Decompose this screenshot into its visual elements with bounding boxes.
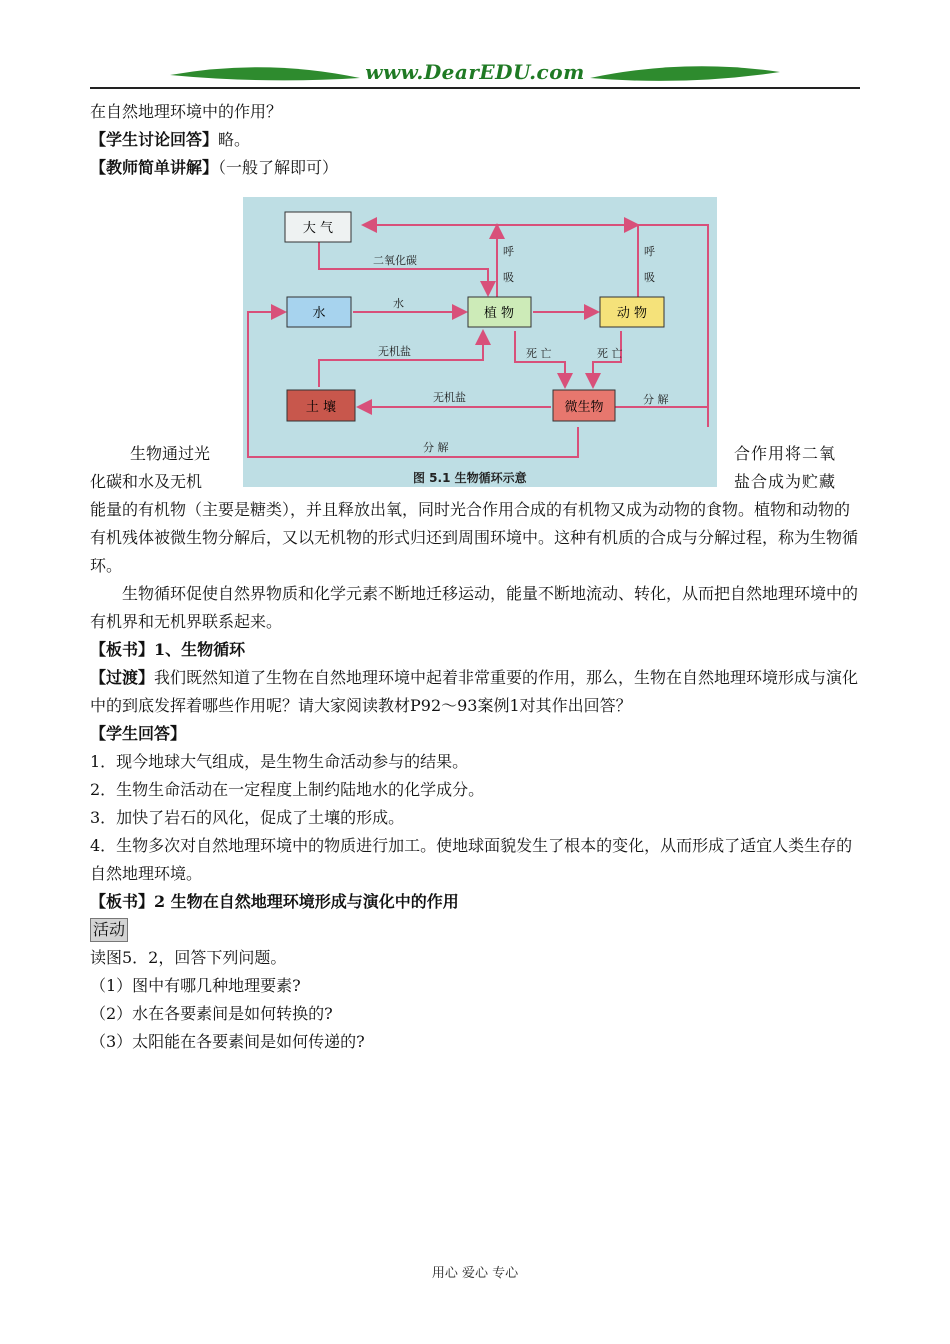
node-animal	[600, 297, 664, 327]
question-2: （2）水在各要素间是如何转换的?	[90, 1004, 333, 1023]
top-text	[90, 98, 860, 182]
student-discuss-label: 【学生讨论回答】	[90, 130, 219, 149]
bio-cycle-figure	[243, 197, 717, 487]
line-3	[90, 154, 860, 182]
line-1: 在自然地理环境中的作用？	[90, 102, 283, 121]
label-inorganic-2: 无机盐	[433, 391, 466, 404]
student-answer-title: 【学生回答】	[90, 724, 187, 743]
svg-text:微生物: 微生物	[564, 400, 604, 415]
teacher-explain-text: （一般了解即可）	[218, 158, 339, 177]
label-breath-2: 吸	[503, 271, 514, 284]
student-discuss-text: 略。	[218, 130, 251, 149]
leaf-decoration-left-icon	[170, 64, 360, 86]
teacher-explain-label: 【教师简单讲解】	[90, 158, 219, 177]
answer-2: 2．生物生命活动在一定程度上制约陆地水的化学成分。	[90, 780, 485, 799]
label-death-1: 死 亡	[526, 347, 552, 360]
paragraph-1: 能量的有机物（主要是糖类），并且释放出氧，同时光合作用合成的有机物又成为动物的食物。植物和动物的有机残体被微生物分解后，又以无机物的形式归还到周围环境中。这种有机质的合成与分解过程，称为生物循环。	[90, 500, 859, 575]
arrow-soil-plant	[319, 331, 483, 387]
label-death-2: 死 亡	[597, 347, 623, 360]
svg-text:植 物: 植 物	[483, 306, 515, 321]
activity-line	[90, 916, 860, 944]
header-rule	[90, 87, 860, 89]
wrap-right-1: 合作用将二氧	[734, 444, 837, 463]
arrow-co2	[319, 242, 488, 295]
svg-text:动 物: 动 物	[616, 306, 648, 321]
main-text	[90, 496, 860, 1056]
label-breath-3: 呼	[644, 245, 655, 258]
page-header	[90, 58, 860, 90]
label-co2: 二氧化碳	[373, 254, 417, 267]
transition-label: 【过渡】	[90, 668, 155, 687]
site-logo: www.DearEDU.com	[365, 60, 585, 84]
svg-text:大 气: 大 气	[302, 221, 334, 236]
label-water-flow: 水	[393, 297, 404, 310]
answer-1: 1．现今地球大气组成，是生物生命活动参与的结果。	[90, 752, 469, 771]
paragraph-2: 生物循环促使自然界物质和化学元素不断地迁移运动，能量不断地流动、转化，从而把自然地理环境中的有机界和无机界联系起来。	[90, 584, 859, 631]
wrap-right-2: 盐合成为贮藏	[734, 472, 837, 491]
line-2	[90, 126, 860, 154]
activity-label: 活动	[90, 918, 128, 942]
arrow-microbe-water	[248, 312, 578, 457]
transition	[90, 664, 860, 720]
wrap-left-1: 生物通过光	[130, 444, 211, 463]
label-decomp-1: 分 解	[643, 393, 669, 406]
node-soil	[287, 390, 355, 421]
label-breath-4: 吸	[644, 271, 655, 284]
svg-text:水: 水	[312, 306, 326, 321]
page-footer: 用心 爱心 专心	[431, 1266, 519, 1281]
node-atmosphere	[285, 212, 351, 242]
bio-cycle-diagram	[243, 197, 717, 487]
question-1: （1）图中有哪几种地理要素?	[90, 976, 301, 995]
read-instruction: 读图5．2，回答下列问题。	[90, 948, 287, 967]
board-note-2: 【板书】2 生物在自然地理环境形成与演化中的作用	[90, 892, 459, 911]
node-microbe	[553, 390, 615, 421]
label-decomp-2: 分 解	[423, 441, 449, 454]
leaf-decoration-right-icon	[590, 64, 780, 86]
label-breath-1: 呼	[503, 245, 514, 258]
question-3: （3）太阳能在各要素间是如何传递的?	[90, 1032, 365, 1051]
board-note-1: 【板书】1、生物循环	[90, 640, 246, 659]
label-inorganic-1: 无机盐	[378, 345, 411, 358]
node-water	[287, 297, 351, 327]
transition-text: 我们既然知道了生物在自然地理环境中起着非常重要的作用，那么，生物在自然地理环境形成与演化中的到底发挥着哪些作用呢？请大家阅读教材P92～93案例1对其作出回答？	[90, 668, 859, 715]
figure-caption: 图 5.1 生物循环示意	[413, 471, 527, 485]
svg-text:土 壤: 土 壤	[305, 400, 337, 415]
wrap-left-2: 化碳和水及无机	[90, 472, 203, 491]
answer-3: 3．加快了岩石的风化，促成了土壤的形成。	[90, 808, 405, 827]
answer-4: 4．生物多次对自然地理环境中的物质进行加工。使地球面貌发生了根本的变化，从而形成了适宜人类生存的自然地理环境。	[90, 836, 853, 883]
node-plant	[468, 297, 531, 327]
